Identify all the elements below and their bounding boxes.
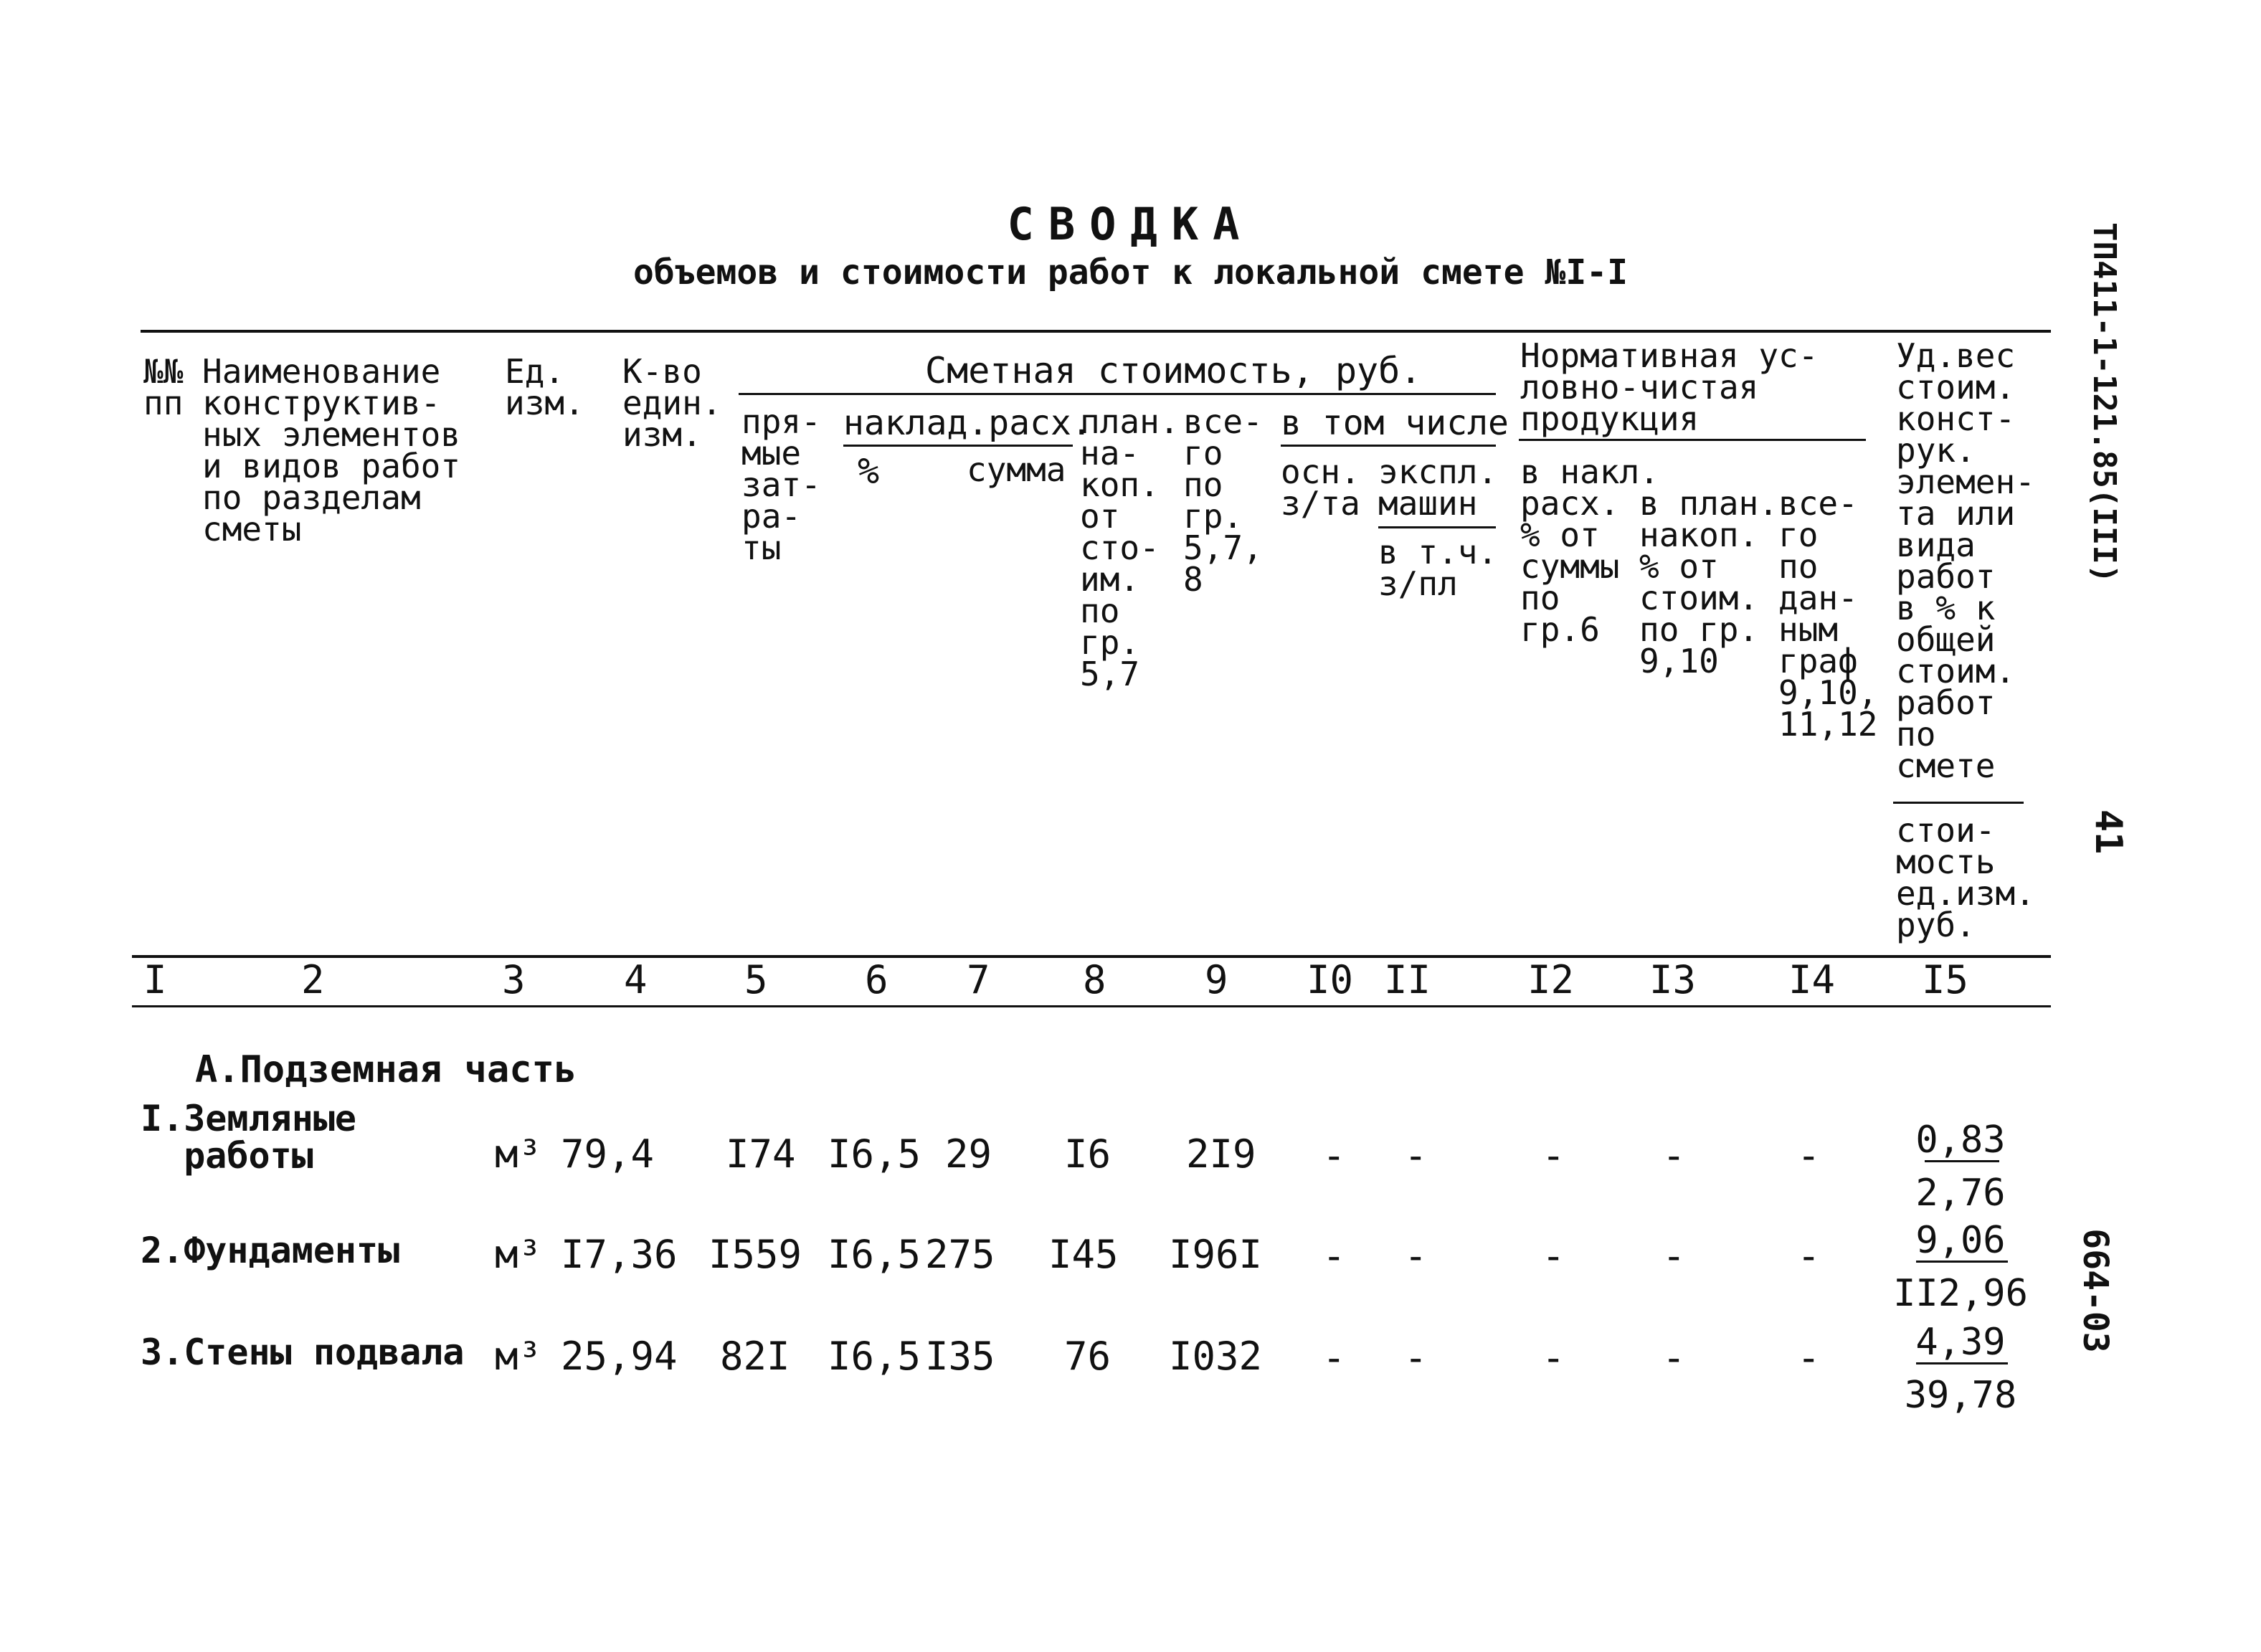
cell-planned-savings: I6 <box>1064 1131 1111 1177</box>
cell-overhead-pct: I6,5 <box>828 1131 921 1177</box>
cell-unit-cost: 39,78 <box>1904 1374 2017 1417</box>
cell-base-wages: - <box>1322 1335 1346 1380</box>
cell-total: I032 <box>1169 1334 1263 1379</box>
cell-machine-operation: - <box>1404 1133 1428 1178</box>
colnum-10: I0 <box>1307 957 1354 1002</box>
cell-base-wages: - <box>1322 1133 1346 1178</box>
header-norm-group: Нормативная ус- ловно-чистая продукция <box>1520 336 1819 438</box>
section-title: А.Подземная часть <box>195 1048 577 1091</box>
header-total: все- го по гр. 5,7, 8 <box>1183 402 1263 599</box>
cell-machine-operation: - <box>1404 1335 1428 1380</box>
header-share-percent: Уд.вес стоим. конст- рук. элемен- та или вида работ в % к общей стоим. работ по смете <box>1896 336 2035 785</box>
header-norm-planned: в план. накоп. % от стоим. по гр. 9,10 <box>1639 484 1778 680</box>
colnum-3: 3 <box>502 957 526 1002</box>
cell-share-percent: 9,06 <box>1915 1219 2006 1262</box>
cell-direct-costs: 82I <box>720 1334 790 1379</box>
cell-unit: м³ <box>495 1334 542 1379</box>
header-direct-costs: пря- мые зат- ра- ты <box>741 402 821 567</box>
row-name: I.Земляные работы <box>141 1098 357 1177</box>
colnum-14: I4 <box>1788 957 1836 1002</box>
overhead-group-rule <box>843 445 1073 447</box>
cell-norm-overhead: - <box>1542 1233 1565 1278</box>
row-name: 2.Фундаменты <box>141 1230 400 1271</box>
header-cost-group: Сметная стоимость, руб. <box>925 350 1422 391</box>
colnum-7: 7 <box>967 957 990 1002</box>
header-unit-cost: стои- мость ед.изм. руб. <box>1896 811 2035 944</box>
colnum-6: 6 <box>865 957 888 1002</box>
share-split-rule <box>1893 802 2024 804</box>
header-overhead-group: наклад.расх. <box>843 403 1092 443</box>
cell-overhead-pct: I6,5 <box>828 1334 921 1379</box>
colnum-1: I <box>143 957 167 1002</box>
cell-norm-total: - <box>1797 1233 1821 1278</box>
colnum-9: 9 <box>1205 957 1228 1002</box>
cell-overhead-sum: 275 <box>925 1232 995 1277</box>
page-title: СВОДКА <box>1007 198 1254 250</box>
side-code: ТП411-1-121.85(III) <box>2086 222 2123 584</box>
header-unit: Ед. изм. <box>505 352 584 422</box>
cell-direct-costs: I559 <box>708 1232 802 1277</box>
cell-total: 2I9 <box>1186 1131 1256 1177</box>
colnum-5: 5 <box>744 957 768 1002</box>
cell-norm-total: - <box>1797 1133 1821 1178</box>
machine-split-rule <box>1378 526 1496 528</box>
header-norm-total: все- го по дан- ным граф 9,10, 11,12 <box>1778 484 1878 744</box>
norm-group-rule <box>1519 439 1866 441</box>
fraction-bar <box>1916 1261 2008 1263</box>
header-overhead-pct: % <box>858 450 880 492</box>
cell-norm-planned: - <box>1662 1233 1686 1278</box>
cell-quantity: 79,4 <box>561 1131 655 1177</box>
cell-unit: м³ <box>495 1232 542 1277</box>
cell-planned-savings: 76 <box>1064 1334 1111 1379</box>
colnum-2: 2 <box>301 957 325 1002</box>
cell-unit-cost: II2,96 <box>1893 1272 2028 1315</box>
cell-norm-overhead: - <box>1542 1133 1565 1178</box>
cell-quantity: I7,36 <box>561 1232 678 1277</box>
page-number: 41 <box>2087 809 2130 855</box>
cell-overhead-pct: I6,5 <box>828 1232 921 1277</box>
header-overhead-sum: сумма <box>967 450 1066 489</box>
colnum-11: II <box>1384 957 1431 1002</box>
colnum-12: I2 <box>1527 957 1575 1002</box>
series-number: 664-03 <box>2075 1228 2115 1353</box>
cell-machine-operation: - <box>1404 1233 1428 1278</box>
header-row-number: №№ пп <box>143 352 184 422</box>
cell-base-wages: - <box>1322 1233 1346 1278</box>
table-top-rule <box>141 330 2051 333</box>
cell-overhead-sum: 29 <box>945 1131 992 1177</box>
cell-planned-savings: I45 <box>1048 1232 1119 1277</box>
colnum-bottom-rule <box>132 1005 2051 1007</box>
cell-quantity: 25,94 <box>561 1334 678 1379</box>
header-quantity: К-во един. изм. <box>622 352 722 454</box>
cell-norm-total: - <box>1797 1335 1821 1380</box>
cell-unit-cost: 2,76 <box>1915 1172 2006 1215</box>
incl-group-rule <box>1281 445 1496 447</box>
cell-norm-overhead: - <box>1542 1335 1565 1380</box>
colnum-13: I3 <box>1649 957 1697 1002</box>
cell-share-percent: 4,39 <box>1915 1321 2006 1364</box>
header-base-wages: осн. з/та <box>1281 452 1360 523</box>
cell-norm-planned: - <box>1662 1133 1686 1178</box>
header-machine-wages: в т.ч. з/пл <box>1378 533 1498 603</box>
cell-overhead-sum: I35 <box>925 1334 995 1379</box>
row-name: 3.Стены подвала <box>141 1331 465 1373</box>
page-subtitle: объемов и стоимости работ к локальной смете №I-I <box>632 252 1629 293</box>
cell-norm-planned: - <box>1662 1335 1686 1380</box>
fraction-bar <box>1916 1362 2008 1364</box>
cell-total: I96I <box>1169 1232 1263 1277</box>
cost-group-rule <box>739 393 1496 395</box>
colnum-4: 4 <box>624 957 648 1002</box>
cell-direct-costs: I74 <box>726 1131 796 1177</box>
header-name: Наименование конструктив- ных элементов и видов работ по разделам сметы <box>202 352 461 549</box>
header-planned-savings: план. на- коп. от сто- им. по гр. 5,7 <box>1080 402 1180 693</box>
colnum-15: I5 <box>1922 957 1969 1002</box>
cell-unit: м³ <box>495 1131 542 1177</box>
fraction-bar <box>1925 1160 1999 1162</box>
cell-share-percent: 0,83 <box>1915 1119 2006 1162</box>
header-machine-operation: экспл. машин <box>1378 452 1498 523</box>
header-norm-overhead: в накл. расх. % от суммы по гр.6 <box>1520 452 1659 649</box>
colnum-8: 8 <box>1083 957 1106 1002</box>
header-incl-group: в том числе <box>1281 403 1509 443</box>
